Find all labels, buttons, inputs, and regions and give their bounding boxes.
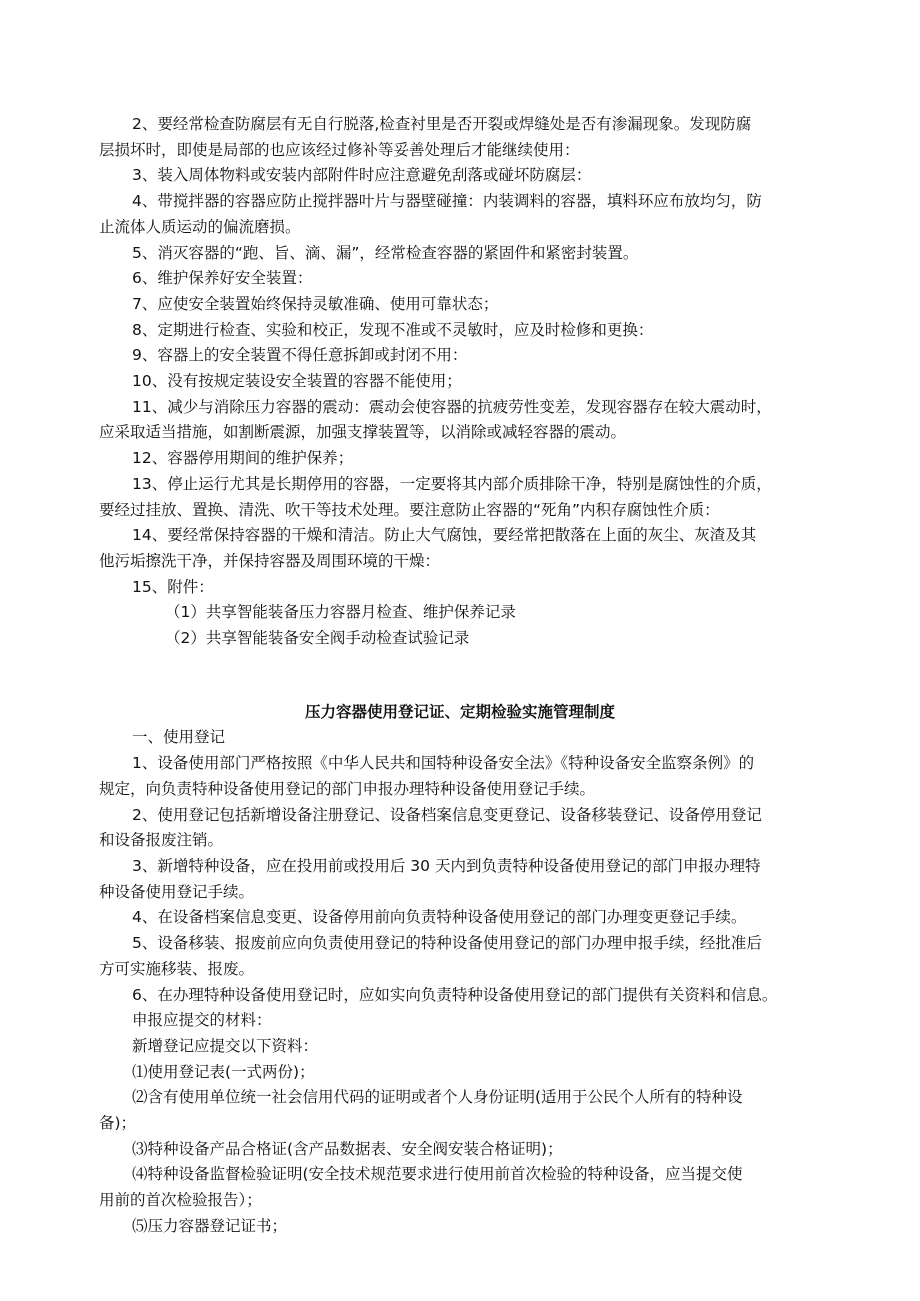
attachment-item: （1）共享智能装备压力容器月检查、维护保养记录 (165, 603, 516, 622)
section-title: 压力容器使用登记证、定期检验实施管理制度 (304, 702, 615, 721)
paragraph-line: 3、新增特种设备，应在投用前或投用后 30 天内到负责特种设备使用登记的部门申报办理特 (132, 856, 761, 875)
paragraph-line: 和设备报废注销。 (99, 831, 224, 850)
paragraph-line: 5、设备移装、报废前应向负责使用登记的特种设备使用登记的部门办理申报手续，经批准后 (132, 934, 762, 953)
paragraph-line: 用前的首次检验报告）； (99, 1191, 262, 1210)
paragraph-line: 12、容器停用期间的维护保养； (132, 449, 354, 468)
list-item: ⑵含有使用单位统一社会信用代码的证明或者个人身份证明(适用于公民个人所有的特种设 (132, 1088, 743, 1107)
paragraph-line: 6、维护保养好安全装置： (132, 269, 313, 288)
list-item: ⑸压力容器登记证书； (132, 1216, 288, 1235)
paragraph-line: 种设备使用登记手续。 (99, 882, 255, 901)
paragraph-line: 13、停止运行尤其是长期停用的容器，一定要将其内部介质排除干净，特别是腐蚀性的介质， (132, 474, 772, 493)
registration-section (99, 725, 821, 1239)
paragraph-line: 备)； (99, 1114, 137, 1133)
subsection-heading: 一、使用登记 (132, 728, 226, 747)
paragraph-line: 4、在设备档案信息变更、设备停用前向负责特种设备使用登记的部门办理变更登记手续。 (132, 908, 747, 927)
paragraph-line: 要经过挂放、置换、清洗、吹干等技术处理。要注意防止容器的“死角”内积存腐蚀性介质： (99, 500, 720, 519)
attachment-item: （2）共享智能装备安全阀手动检查试验记录 (165, 629, 470, 648)
paragraph-line: 他污垢擦洗干净，并保持容器及周围环境的干燥： (99, 551, 441, 570)
paragraph-line: 5、消灭容器的“跑、旨、滴、漏”，经常检查容器的紧固件和紧密封装置。 (132, 243, 639, 262)
paragraph-line: 1、设备使用部门严格按照《中华人民共和国特种设备安全法》《特种设备安全监察条例》的 (132, 754, 755, 773)
paragraph-line: 11、减少与消除压力容器的震动：震动会使容器的抗疲劳性变差，发现容器存在较大震动时， (132, 397, 772, 416)
paragraph-line: 方可实施移装、报废。 (99, 959, 255, 978)
paragraph-line: 应采取适当措施，如割断震源，加强支撑装置等，以消除或减轻容器的震动。 (99, 423, 627, 442)
paragraph-line: 4、带搅拌器的容器应防止搅拌器叶片与器壁碰撞：内装调料的容器，填料环应布放均匀，防 (132, 192, 762, 211)
list-item: ⑷特种设备监督检验证明(安全技术规范要求进行使用前首次检验的特种设备，应当提交使 (132, 1165, 743, 1184)
paragraph-line: 3、装入周体物料或安装内部附件时应注意避免刮落或碰坏防腐层： (132, 166, 592, 185)
paragraph-line: 8、定期进行检查、实验和校正，发现不准或不灵敏时，应及时检修和更换： (132, 320, 654, 339)
paragraph-line: 规定，向负责特种设备使用登记的部门申报办理特种设备使用登记手续。 (99, 779, 596, 798)
maintenance-section (99, 112, 821, 652)
list-item: ⑴使用登记表(一式两份)； (132, 1062, 315, 1081)
paragraph-line: 10、没有按规定装设安全装置的容器不能使用； (132, 372, 462, 391)
list-item: ⑶特种设备产品合格证(含产品数据表、安全阀安装合格证明)； (132, 1139, 563, 1158)
paragraph-line: 新增登记应提交以下资料： (132, 1036, 319, 1055)
paragraph-line: 9、容器上的安全装置不得任意拆卸或封闭不用： (132, 346, 468, 365)
paragraph-line: 14、要经常保持容器的干燥和清洁。防止大气腐蚀，要经常把散落在上面的灰尘、灰渣及其 (132, 526, 757, 545)
paragraph-line: 7、应使安全装置始终保持灵敏准确、使用可靠状态； (132, 294, 499, 313)
document-page (99, 112, 821, 1240)
paragraph-line: 6、在办理特种设备使用登记时，应如实向负责特种设备使用登记的部门提供有关资料和信息。 (132, 985, 778, 1004)
paragraph-line: 层损坏时，即使是局部的也应该经过修补等妥善处理后才能继续使用： (99, 140, 580, 159)
paragraph-line: 申报应提交的材料： (132, 1011, 272, 1030)
paragraph-line: 止流体人质运动的偏流磨损。 (99, 217, 301, 236)
paragraph-line: 15、附件： (132, 577, 214, 596)
paragraph-line: 2、使用登记包括新增设备注册登记、设备档案信息变更登记、设备移装登记、设备停用登记 (132, 805, 762, 824)
paragraph-line: 2、要经常检查防腐层有无自行脱落,检查衬里是否开裂或焊缝处是否有渗漏现象。发现防腐 (132, 115, 752, 133)
